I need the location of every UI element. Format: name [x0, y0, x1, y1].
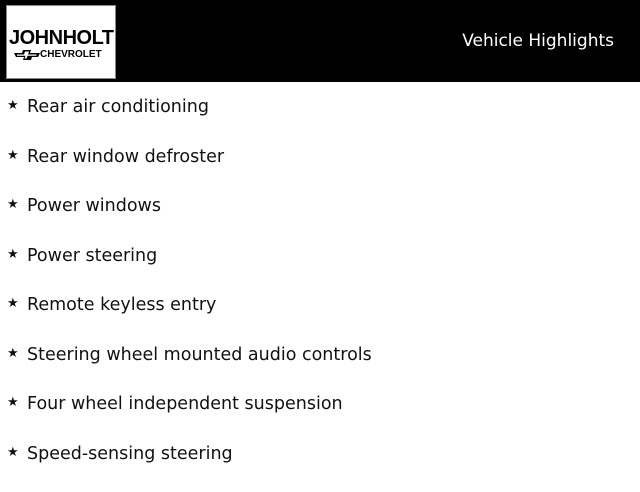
logo-sub-text: CHEVROLET	[40, 49, 114, 61]
highlight-label: Steering wheel mounted audio controls	[27, 344, 372, 366]
chevrolet-bowtie-icon	[14, 50, 40, 60]
highlight-label: Rear air conditioning	[27, 96, 209, 118]
highlight-label: Remote keyless entry	[27, 294, 216, 316]
list-item	[0, 245, 640, 295]
star-icon: ★	[7, 393, 19, 413]
list-item	[0, 443, 640, 492]
list-item	[0, 195, 640, 245]
list-item	[0, 146, 640, 196]
star-icon: ★	[7, 96, 19, 116]
highlight-label: Rear window defroster	[27, 146, 224, 168]
star-icon: ★	[7, 245, 19, 265]
star-icon: ★	[7, 344, 19, 364]
header-bar	[0, 0, 640, 82]
logo-main-text: JOHNHOLT	[9, 28, 113, 48]
highlight-label: Power windows	[27, 195, 161, 217]
star-icon: ★	[7, 443, 19, 463]
list-item	[0, 344, 640, 394]
star-icon: ★	[7, 294, 19, 314]
highlight-label: Speed-sensing steering	[27, 443, 233, 465]
star-icon: ★	[7, 195, 19, 215]
page-title: Vehicle Highlights	[462, 30, 614, 52]
highlight-label: Four wheel independent suspension	[27, 393, 343, 415]
dealer-logo[interactable]	[6, 5, 116, 79]
list-item	[0, 294, 640, 344]
list-item	[0, 96, 640, 146]
highlight-label: Power steering	[27, 245, 157, 267]
highlights-list	[0, 96, 640, 492]
list-item	[0, 393, 640, 443]
star-icon: ★	[7, 146, 19, 166]
